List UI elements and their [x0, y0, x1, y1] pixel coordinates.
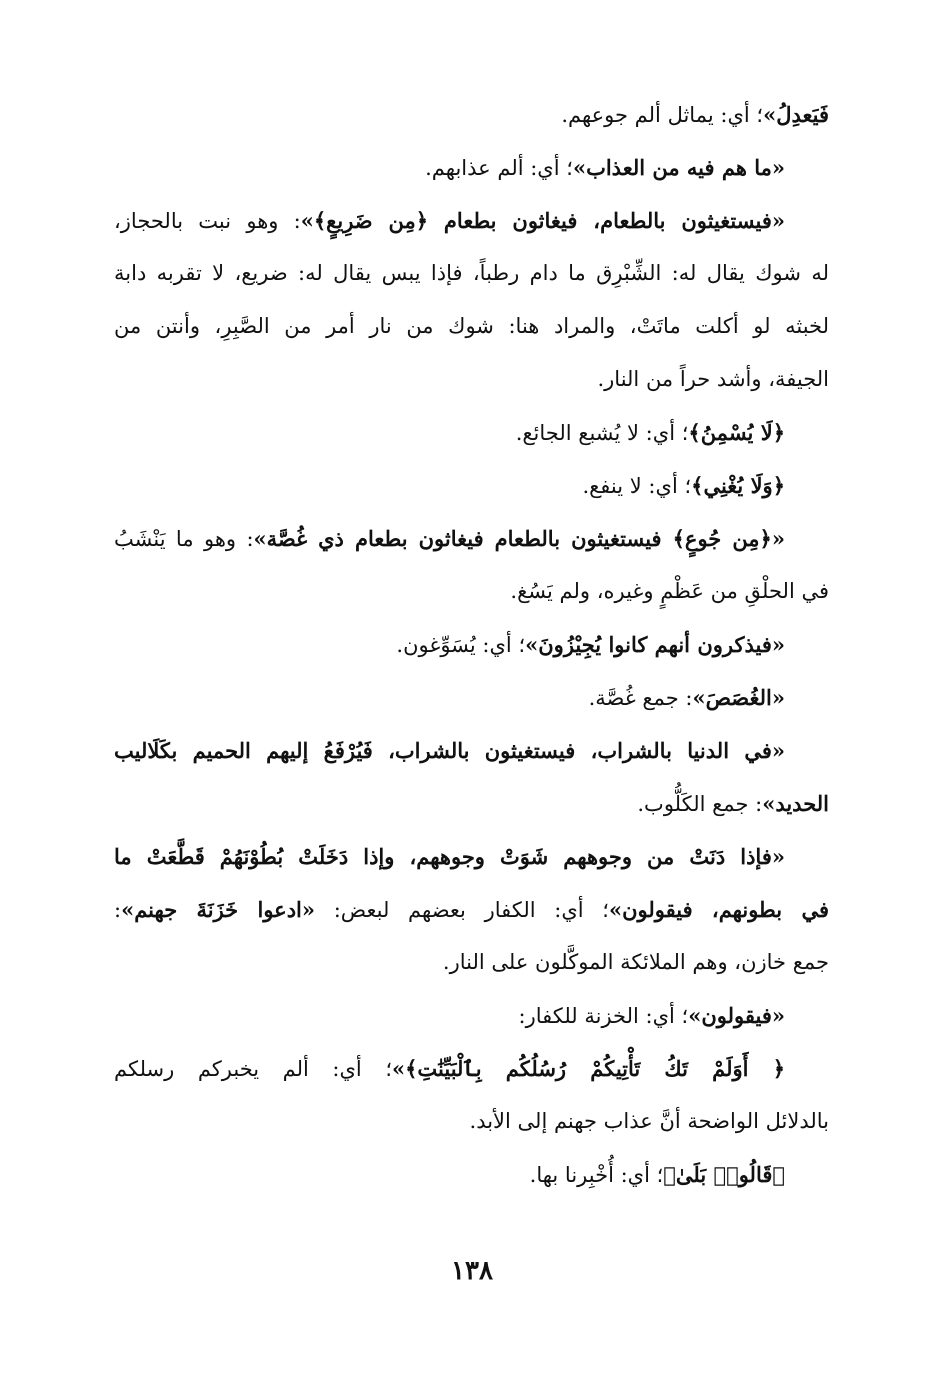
line-7: ﴿لَا يُسْمِنُ﴾؛ أي: لا يُشبع الجائع.	[515, 420, 785, 445]
line-3: «فيستغيثون بالطعام، فيغاثون بطعام ﴿مِن ضَرِيعٍ﴾»: وهو نبت بالحجاز،	[114, 208, 785, 233]
line-13: «في الدنيا بالشراب، فيستغيثون بالشراب، فَيُرْفَعُ إليهم الحميم بكَلَاليب	[114, 738, 785, 763]
line-5: لخبثه لو أكلت ماتَتْ، والمراد هنا: شوك من نار أمر من الصَّبِرِ، وأنتن من	[114, 314, 829, 338]
line-6: الجيفة، وأشد حراً من النار.	[597, 367, 829, 391]
line-16: في بطونهم، فيقولون»؛ أي: الكفار بعضهم لبعض: «ادعوا خَزَنَةَ جهنم»:	[114, 897, 829, 922]
page-number: ١٣٨	[451, 1256, 493, 1286]
line-1: فَيَعدِلُ»؛ أي: يماثل ألم جوعهم.	[561, 102, 829, 127]
line-18: «فيقولون»؛ أي: الخزنة للكفار:	[518, 1003, 785, 1028]
line-14: الحديد»: جمع الكَلُّوب.	[637, 791, 829, 816]
line-8: ﴿وَلَا يُغْنِي﴾؛ أي: لا ينفع.	[582, 473, 785, 498]
line-10: في الحلْقِ من عَظْمٍ وغيره، ولم يَسُغ.	[510, 579, 829, 603]
line-19: ﴿ أَوَلَمْ تَكُ تَأْتِيكُمْ رُسُلُكُم بِٱلْبَيِّنَٰتِ﴾»؛ أي: ألم يخبركم رسلكم	[114, 1056, 785, 1081]
page-text	[114, 88, 829, 1201]
line-9: «﴿مِن جُوعٍ﴾ فيستغيثون بالطعام فيغاثون بطعام ذي غُصَّة»: وهو ما يَنْشَبُ	[114, 526, 785, 551]
line-21: ﴿قَالُوا۟ بَلَىٰ﴾؛ أي: أُخْبِرنا بها.	[529, 1162, 785, 1187]
line-12: «الغُصَصَ»: جمع غُصَّة.	[588, 685, 785, 710]
line-20: بالدلائل الواضحة أنَّ عذاب جهنم إلى الأبد.	[469, 1109, 829, 1133]
line-15: «فإذا دَنَتْ من وجوههم شَوَتْ وجوههم، وإذا دَخَلَتْ بُطُوْنَهُمْ قَطَّعَتْ ما	[114, 844, 785, 869]
line-11: «فيذكرون أنهم كانوا يُجِيْزُونَ»؛ أي: يُسَوِّغون.	[396, 632, 785, 657]
line-17: جمع خازن، وهم الملائكة الموكَّلون على النار.	[442, 950, 829, 974]
line-2: «ما هم فيه من العذاب»؛ أي: ألم عذابهم.	[425, 155, 785, 180]
line-4: له شوك يقال له: الشِّبْرِق ما دام رطباً، فإذا يبس يقال له: ضريع، لا تقربه دابة	[114, 261, 829, 285]
